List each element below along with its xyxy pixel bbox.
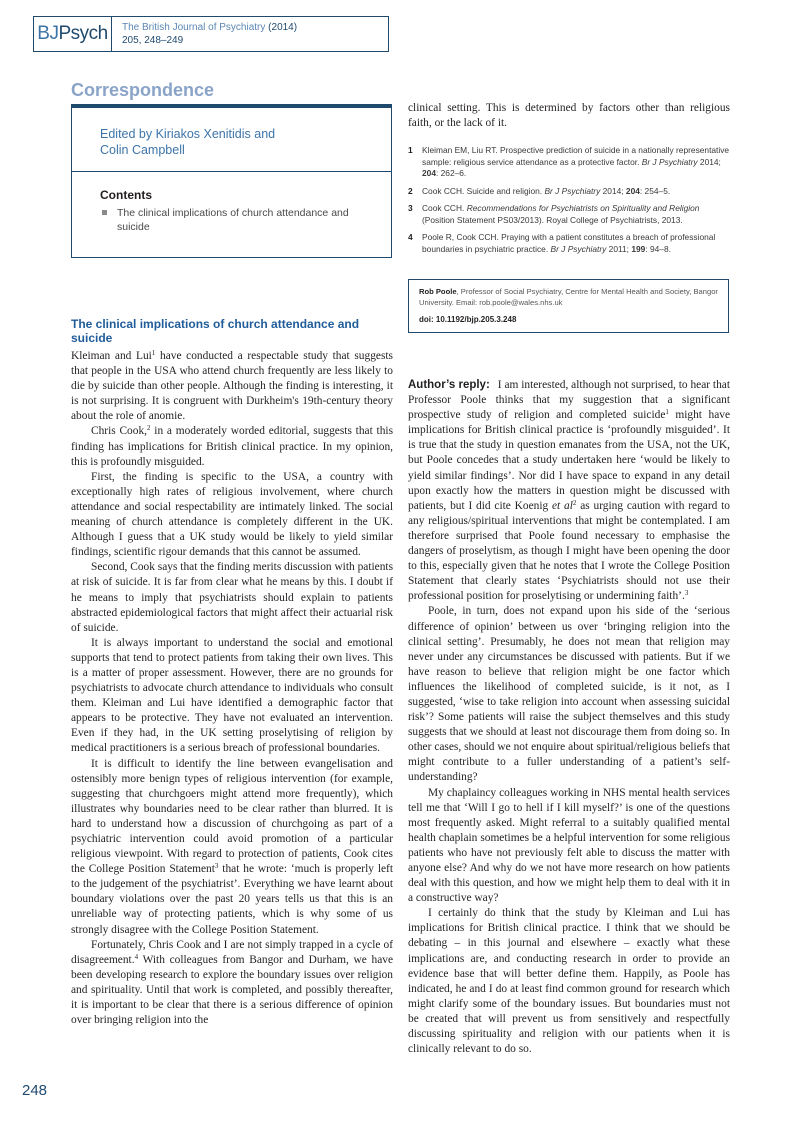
doi-link[interactable]: doi: 10.1192/bjp.205.3.248 xyxy=(419,315,517,324)
author-name: Rob Poole xyxy=(419,287,457,296)
paragraph: My chaplaincy colleagues working in NHS mental health services tell me that ‘Will I go to hell if I kill myself?’ is one of the questions most frequently asked. Might referral to a suitably qualified mental health chaplain sometimes be a helpful intervention for some religious patients who have not previously felt able to discuss the matter with anyone else? And why do we not have more research on how patients deal with this question, and how we might help them to deal with it in a constructive way? xyxy=(408,786,730,905)
paragraph: Poole, in turn, does not expand upon his side of the ‘serious difference of opinion’ between us over ‘bringing religion into the clinical setting’. Presumably, he does not mean that religion may never under any circumstances be discussed with patients. But if we have reason to believe that religion might be one factor which influences the likelihood of completed suicide, is it not, as I suggested, ‘wise to take religion into account when assessing suicidal risk’? Some patients will raise the subject themselves and this study suggests that we should at least not discourage them from doing so. In other cases, should we not enquire about spiritual/religious beliefs that might contribute to a fuller understanding of a patient’s self-understanding? xyxy=(408,605,730,784)
section-title: Correspondence xyxy=(71,80,215,100)
article-continuation: clinical setting. This is determined by factors other than religious faith, or the lack of it. xyxy=(408,102,730,130)
paragraph: Chris Cook,$^2$ in a moderately worded editorial, suggests that this finding has implications for British clinical practice. In my opinion, this is profoundly misguided. xyxy=(71,424,393,468)
journal-year: (2014) xyxy=(268,22,298,33)
bjpsych-logo: BJ Psych xyxy=(34,17,112,51)
page-number: 248 xyxy=(22,1082,48,1099)
references-list xyxy=(408,145,730,261)
article-body-column-1 xyxy=(71,349,393,1028)
reference-item: 1 Kleiman EM, Liu RT. Prospective prediction of suicide in a nationally representative sample: religious service attendance as a protective factor. Br J Psychiatry 2014; 204: 262–6. xyxy=(408,145,730,178)
paragraph: Second, Cook says that the finding merits discussion with patients at risk of suicide. It is far from clear what he means by this. I doubt if he means to imply that psychiatrists should explain to patients abstracted epidemiological factors that might affect their actuarial risk of suicide. xyxy=(71,561,393,634)
contents-title: Contents xyxy=(100,188,152,202)
paragraph: Fortunately, Chris Cook and I are not simply trapped in a cycle of disagreement.$^4$ With colleagues from Bangor and Durham, we have been developing research to explore the boundary issues over religion and spirituality. Until that work is completed, and possibly thereafter, it is important to be clear that there is a serious difference of opinion over bringing religion into the xyxy=(71,938,393,1027)
paragraph: Kleiman and Lui$^1$ have conducted a respectable study that suggests that people in the USA who attend church frequently are less likely to die by suicide than other people. Although the finding is interesting, it is not surprising. It is congruent with Durkheim's 19th-century theory about the role of anomie. xyxy=(71,349,393,423)
author-info-box: Rob Poole, Professor of Social Psychiatry, Centre for Mental Health and Society, Bangor University. Email: rob.poole@wales.nhs.uk doi: 10.1192/bjp.205.3.248 xyxy=(408,279,729,333)
journal-citation xyxy=(112,17,307,51)
contents-section xyxy=(72,172,391,234)
journal-name: The British Journal of Psychiatry xyxy=(122,22,266,33)
contents-item[interactable]: The clinical implications of church attendance and suicide xyxy=(100,206,363,234)
reference-item: 3 Cook CCH. Recommendations for Psychiatrists on Spirituality and Religion (Position Statement PS03/2013). Royal College of Psychiatrists, 2013. xyxy=(408,203,700,225)
editor-box xyxy=(71,104,392,258)
reply-label: Author’s reply: xyxy=(408,379,490,391)
paragraph: It is difficult to identify the line between evangelisation and ostensibly more benign types of religious intervention (for example, suggesting that churchgoers might attend more frequently), which illustrates why boundaries need to be clear rather than blurred. It is hard to understand how a discussion of churchgoing as part of a psychiatric intervention could avoid promotion of a particular religious viewpoint. With regard to protection of patients, Cook cites the College Position Statement$^3$ that he wrote: ‘much is properly left to the judgement of the psychiatrist’. Everything we have learnt about boundary violations over the past 20 years tells us that this is an unreliable way of protecting patients, which is why some of us strongly disagree with the College Position Statement. xyxy=(71,757,393,936)
author-reply-column xyxy=(408,378,730,1057)
paragraph: I certainly do think that the study by Kleiman and Lui has implications for British clinical practice. I think that we should be debating – in this journal and elsewhere – exactly what these implications are, and conducting research in order to provide an evidence base that will better define them. Happily, as Poole has indicated, he and I do at least find common ground for research which might clarify some of the boundary issues. But boundaries must not be created that will prevent us from sensitively and respectfully discussing spirituality and religion with our patients when it is clinically relevant to do so. xyxy=(408,907,730,1056)
paragraph: It is always important to understand the social and emotional supports that tend to protect patients from taking their own lives. This is a matter of proper assessment. However, there are no grounds for psychiatrists to advocate church attendance to individuals who consult them. Kleiman and Lui have identified a demographic factor that appears to be protective. They have not evaluated an intervention. Even if they had, in the UK setting proselytising of religion by medical practitioners is a serious breach of professional boundaries. xyxy=(71,636,393,755)
square-bullet-icon xyxy=(102,210,107,215)
journal-header xyxy=(33,16,389,52)
edited-by: Edited by Kiriakos Xenitidis and Colin Campbell xyxy=(72,108,391,172)
reference-item: 4 Poole R, Cook CCH. Praying with a patient constitutes a breach of professional boundaries in psychiatric practice. Br J Psychiatry 2011; 199: 94–8. xyxy=(408,232,716,254)
paragraph: First, the finding is specific to the USA, a country with exceptionally high rates of religious involvement, where church attendance and social respectability are intimately linked. The social meaning of church attendance is completely different in the UK. Although I guess that a UK study would be likely to yield similar findings, scientific rigour demands that this cannot be assumed. xyxy=(71,470,393,559)
volume-pages: 205, 248–249 xyxy=(122,35,184,46)
article-title: The clinical implications of church attendance and suicide xyxy=(71,317,360,345)
paragraph: Author’s reply: I am interested, although not surprised, to hear that Professor Poole thinks that my suggestion that a significant prospective study of religion and completed suicide$^1$ might have implications for British clinical practice is ‘profoundly misguided’. It is true that the study in question emanates from the USA, not the UK, but Poole concedes that a study undertaken here ‘would be likely to yield similar findings’. Nor did I have space to expand in any detail upon exactly how the matters in question might be discussed with patients, but I did cite Koenig et $al^2$ as urging caution with regard to any religious/spiritual interventions that might be contemplated. I am therefore surprised that Poole found necessary to emphasise the dangers of proselytism, as though I might have been opening the door to this, especially given that he notes that I wrote the College Position Statement that clearly states ‘Psychiatrists should not use their professional position for proselytising or undermining faith’.$^3$ xyxy=(408,379,730,603)
reference-item: 2 Cook CCH. Suicide and religion. Br J Psychiatry 2014; 204: 254–5. xyxy=(408,185,671,196)
